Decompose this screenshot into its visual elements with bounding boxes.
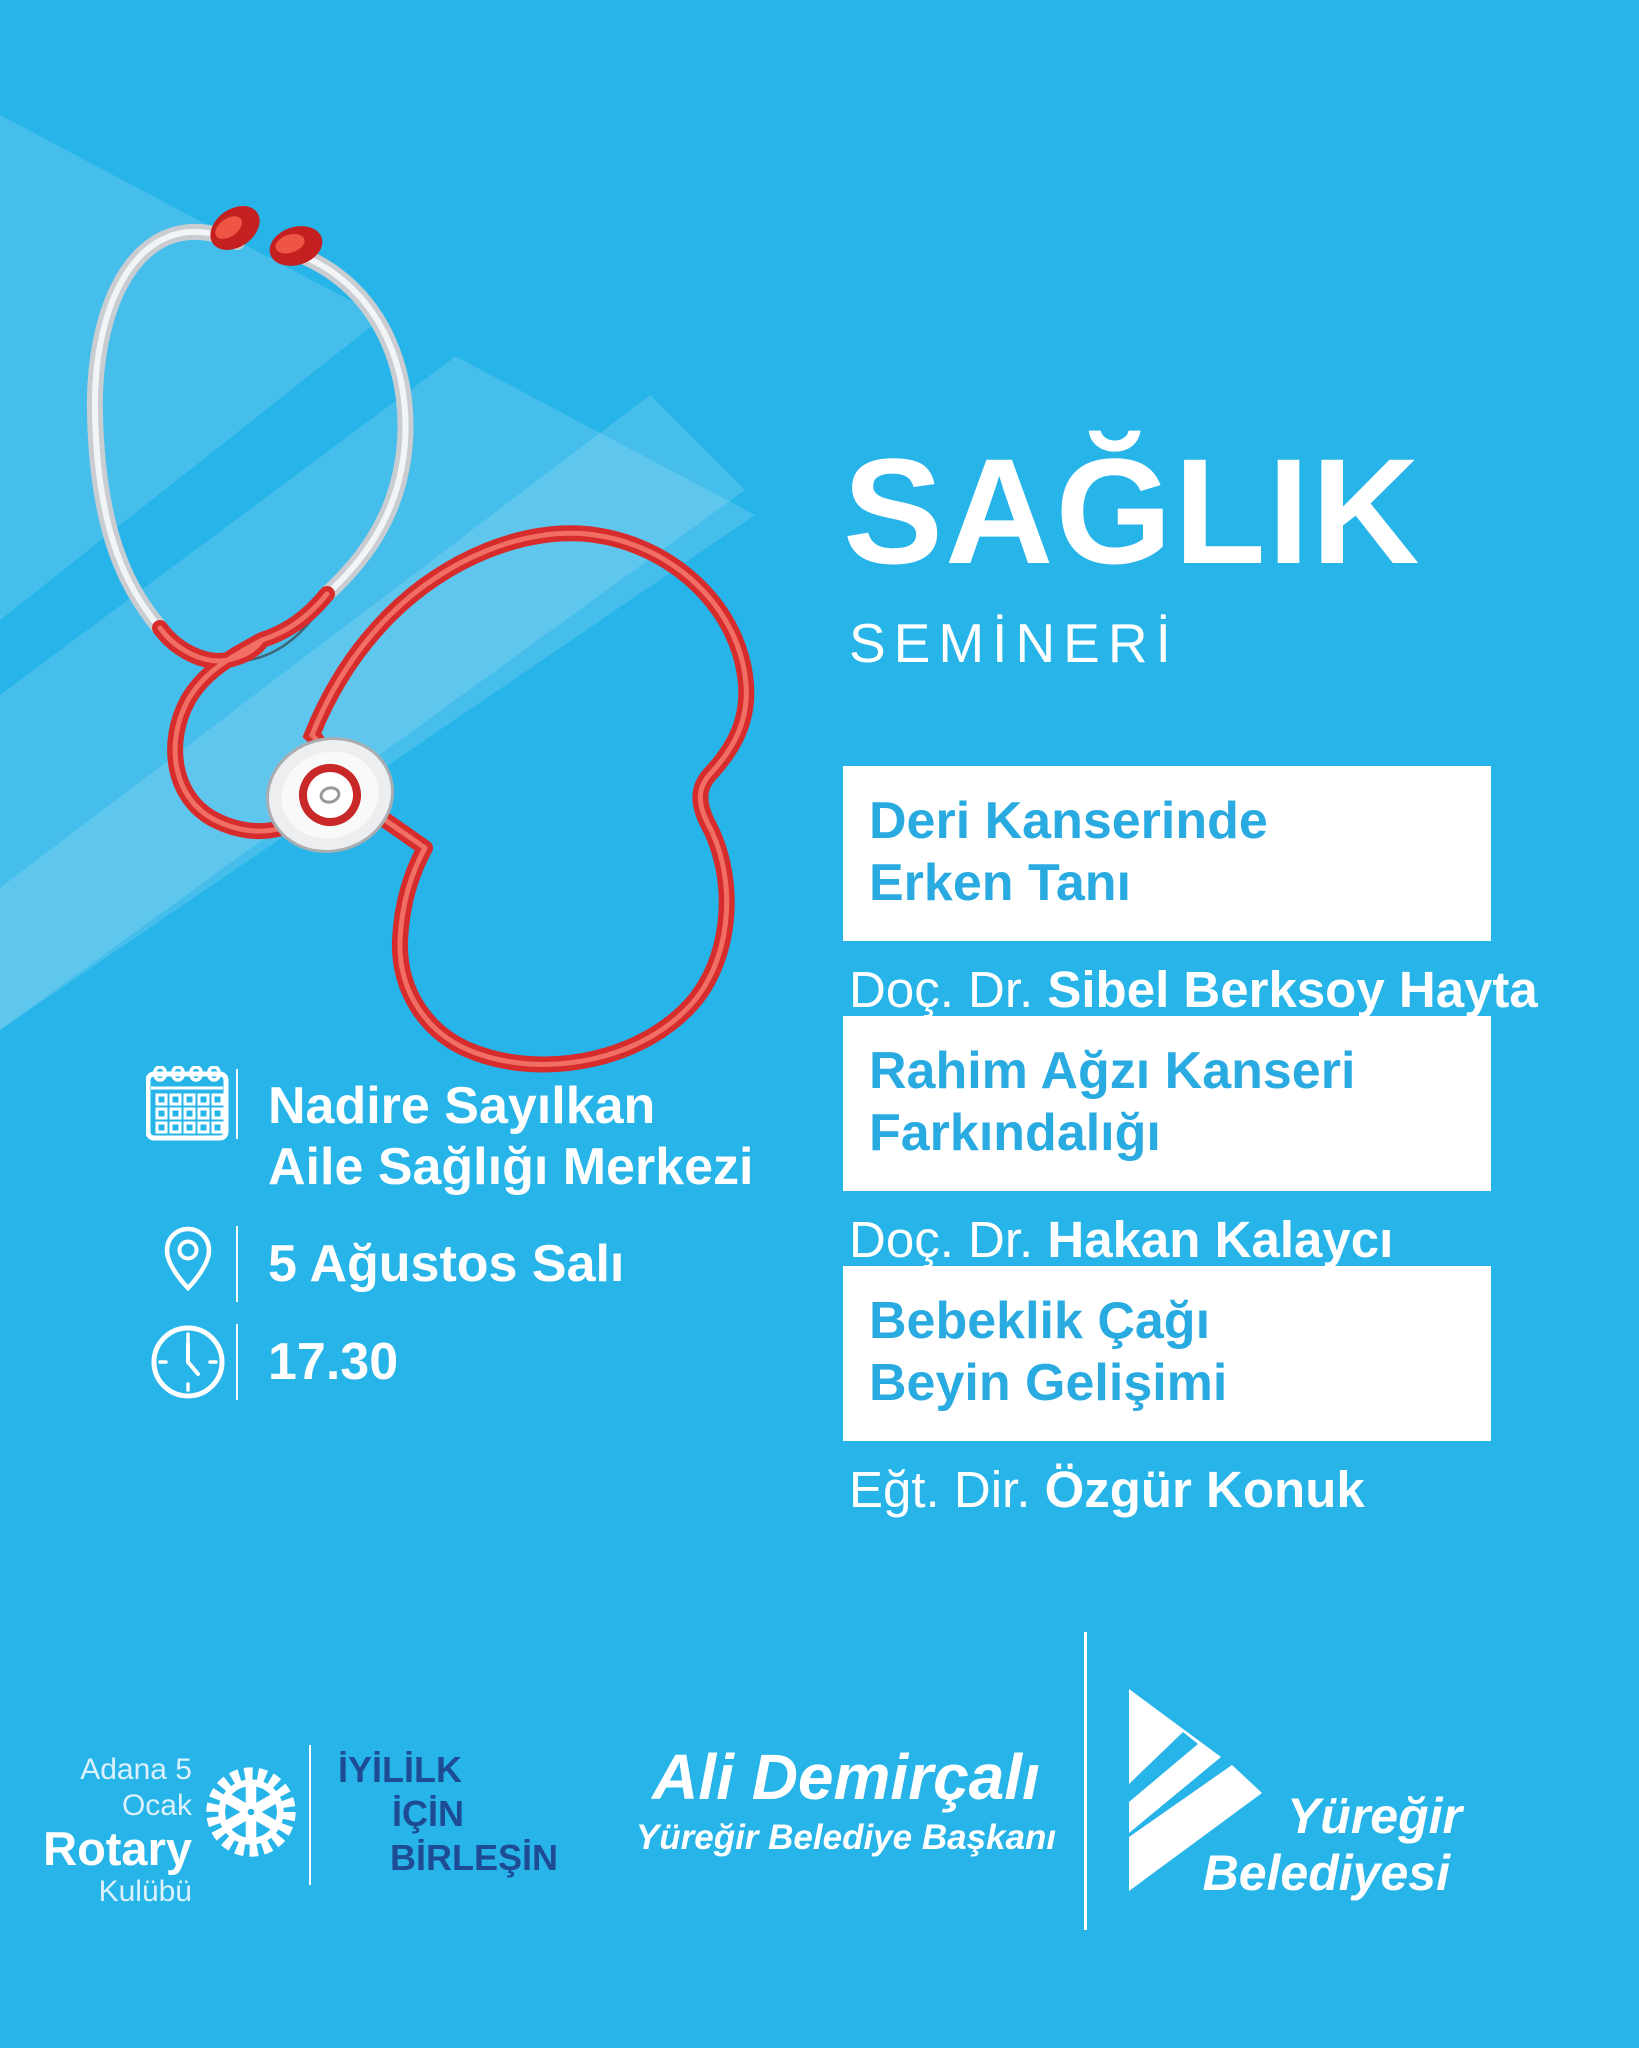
session-item [843,1016,1491,1266]
topic-title-line2: Erken Tanı [869,854,1132,912]
speaker-name: Hakan Kalaycı [1047,1211,1394,1268]
speaker-line [849,1213,1491,1266]
topic-box [843,766,1491,941]
poster-subtitle: SEMİNERİ [849,612,1179,674]
rotary-club-block [28,1752,192,1910]
footer-divider-left [309,1745,311,1885]
topic-title-line1: Rahim Ağzı Kanseri [869,1042,1356,1100]
rotary-club-name: Rotary [43,1822,192,1875]
venue-text [268,1076,754,1198]
topic-box [843,1266,1491,1441]
municipality-line2: Belediyesi [1202,1845,1450,1901]
speaker-prefix: Doç. Dr. [849,961,1034,1018]
time-text: 17.30 [268,1332,399,1391]
venue-line1: Nadire Sayılkan [268,1077,656,1135]
speaker-name: Sibel Berksoy Hayta [1047,961,1538,1018]
motto-line2: İÇİN [392,1793,464,1834]
session-list [843,766,1538,1518]
speaker-line [849,1463,1491,1516]
speaker-prefix: Doç. Dr. [849,1211,1034,1268]
mayor-name: Ali Demirçalı [652,1741,1040,1813]
date-row [140,1226,624,1302]
municipality-line1: Yüreğir [1286,1788,1462,1844]
venue-line2: Aile Sağlığı Merkezi [268,1138,754,1196]
session-item [843,766,1538,1018]
topic-title-line1: Deri Kanserinde [869,792,1268,850]
topic-title-line2: Beyin Gelişimi [869,1354,1228,1412]
speaker-name: Özgür Konuk [1044,1461,1365,1518]
row-divider [236,1324,238,1400]
rotary-club-city: Adana 5 Ocak [80,1753,192,1822]
speaker-prefix: Eğt. Dir. [849,1461,1031,1518]
municipality-name-block [1180,1788,1462,1902]
row-divider [236,1226,238,1302]
rotary-wheel-icon [203,1764,299,1860]
motto-line3: BİRLEŞİN [390,1837,559,1878]
footer-divider-right [1084,1632,1087,1930]
session-item [843,1266,1491,1516]
venue-row [140,1066,754,1198]
speaker-line [849,961,1538,1018]
time-row [140,1324,398,1400]
mayor-title: Yüreğir Belediye Başkanı [635,1818,1057,1857]
mayor-block [620,1740,1072,1859]
clock-icon [140,1324,236,1400]
poster-title: SAĞLIK [843,427,1422,595]
topic-box [843,1016,1491,1191]
topic-title-line1: Bebeklik Çağı [869,1292,1211,1350]
date-text: 5 Ağustos Salı [268,1234,625,1293]
topic-title-line2: Farkındalığı [869,1104,1161,1162]
calendar-icon [140,1066,236,1142]
motto-block [338,1748,558,1880]
rotary-club-suffix: Kulübü [98,1875,192,1908]
motto-line1: İYİLİLK [338,1749,462,1790]
row-divider [236,1069,238,1139]
location-pin-icon [140,1226,236,1302]
